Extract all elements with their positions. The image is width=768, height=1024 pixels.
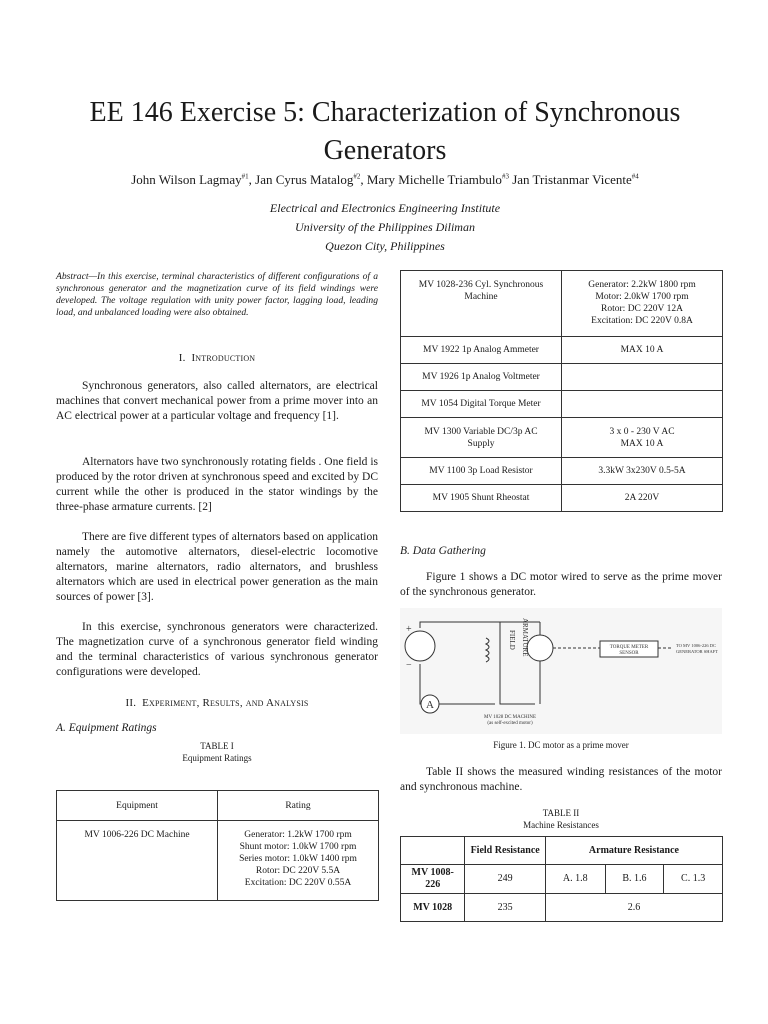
table-cell-rating: 3.3kW 3x230V 0.5-5A bbox=[562, 458, 723, 485]
paper-title bbox=[40, 94, 730, 170]
section-title: Experiment, Results, and Analysis bbox=[142, 697, 309, 709]
table-header bbox=[401, 837, 465, 865]
affiliation bbox=[40, 199, 730, 256]
table-cell-rating bbox=[562, 271, 723, 337]
table-row-label: MV 1008-226 bbox=[401, 865, 465, 894]
torque-meter-label: SENSOR bbox=[619, 651, 639, 656]
table-cell-rating bbox=[218, 821, 379, 901]
subsection-equipment-ratings: A. Equipment Ratings bbox=[56, 722, 157, 734]
dc-supply-symbol bbox=[405, 631, 435, 661]
paragraph-text: There are five different types of alternators based on application namely the automotive alternators, diesel-electric locomotive alternators, marine alternators, radio alternators, and brushless alternators which are used in electrical power generation as the main sources of power [3]. bbox=[56, 531, 378, 603]
minus-sign: − bbox=[406, 660, 412, 671]
armature-label: ARMATURE bbox=[521, 618, 529, 657]
rating-line: Rotor: DC 220V 5.5A bbox=[255, 866, 341, 876]
table-cell-equipment: MV 1006-226 DC Machine bbox=[57, 821, 218, 901]
table-cell: 235 bbox=[465, 894, 546, 922]
table-cell: B. 1.6 bbox=[605, 865, 664, 894]
section-heading-experiment bbox=[56, 697, 378, 709]
equipment-line: Supply bbox=[467, 438, 495, 449]
intro-paragraph-1 bbox=[56, 379, 378, 424]
rating-line: Generator: 2.2kW 1800 rpm bbox=[588, 280, 696, 290]
table-cell-rating: 2A 220V bbox=[562, 485, 723, 512]
paragraph-text: Alternators have two synchronously rotating fields . One field is produced by the rotor driven at synchronous speed and excited by DC current while the other is produced in the stator windings by the three-phase armature currents. [2] bbox=[56, 456, 378, 513]
author-1: John Wilson Lagmay bbox=[131, 172, 242, 187]
section-title: Introduction bbox=[191, 352, 256, 364]
title-line-2: Generators bbox=[323, 135, 447, 166]
figure-intro-paragraph bbox=[400, 570, 722, 600]
equipment-line: Machine bbox=[464, 292, 498, 302]
field-label: FIELD bbox=[508, 630, 516, 650]
rating-line: Motor: 2.0kW 1700 rpm bbox=[595, 292, 689, 302]
rating-line: Series motor: 1.0kW 1400 rpm bbox=[239, 854, 357, 864]
table-header: Rating bbox=[218, 791, 379, 821]
table-cell: C. 1.3 bbox=[664, 865, 723, 894]
intro-paragraph-2 bbox=[56, 455, 378, 515]
table-cell-rating bbox=[562, 391, 723, 418]
table-cell-equipment: MV 1100 3p Load Resistor bbox=[401, 458, 562, 485]
title-line-1: EE 146 Exercise 5: Characterization of Synchronous bbox=[89, 97, 681, 128]
ammeter-label: A bbox=[426, 699, 434, 711]
table-cell: A. 1.8 bbox=[545, 865, 605, 894]
machine-resistances-table bbox=[400, 836, 723, 922]
table2-caption bbox=[400, 807, 722, 831]
intro-paragraph-3 bbox=[56, 530, 378, 605]
section-number: I. bbox=[178, 352, 186, 364]
author-1-mark: #1 bbox=[241, 172, 249, 181]
table-cell-rating bbox=[562, 364, 723, 391]
paragraph-text: Synchronous generators, also called alternators, are electrical machines that convert mechanical power from a prime mover into an AC electrical power at a particular voltage and frequency [1]. bbox=[56, 380, 378, 422]
table-cell-rating bbox=[562, 418, 723, 458]
rating-line: MAX 10 A bbox=[620, 438, 664, 449]
figure-caption: Figure 1. DC motor as a prime mover bbox=[493, 740, 629, 750]
author-2: , Jan Cyrus Matalog bbox=[248, 172, 354, 187]
table-cell-equipment bbox=[401, 271, 562, 337]
paragraph-text: Figure 1 shows a DC motor wired to serve as the prime mover of the synchronous generator. bbox=[400, 571, 722, 598]
plus-sign: + bbox=[406, 624, 412, 635]
dc-motor-wiring-figure bbox=[400, 608, 722, 734]
rating-line: Rotor: DC 220V 12A bbox=[601, 304, 683, 314]
table2-intro-paragraph bbox=[400, 765, 722, 795]
table1-label: TABLE I bbox=[200, 741, 234, 751]
table-cell: 2.6 bbox=[545, 894, 722, 922]
table1-caption bbox=[56, 740, 378, 764]
intro-paragraph-4 bbox=[56, 620, 378, 680]
armature-symbol bbox=[527, 635, 553, 661]
affiliation-line: Quezon City, Philippines bbox=[325, 239, 445, 253]
table-cell-rating: MAX 10 A bbox=[562, 337, 723, 364]
rating-line: 3 x 0 - 230 V AC bbox=[609, 426, 675, 437]
paragraph-text: Table II shows the measured winding resistances of the motor and synchronous machine. bbox=[400, 766, 722, 793]
author-list bbox=[40, 172, 730, 188]
table-header: Field Resistance bbox=[465, 837, 546, 865]
equipment-line: MV 1028-236 Cyl. Synchronous bbox=[418, 280, 544, 290]
table-header: Armature Resistance bbox=[545, 837, 722, 865]
shaft-label: TO MV 1006-226 DC bbox=[676, 643, 716, 648]
rating-line: Excitation: DC 220V 0.55A bbox=[244, 878, 352, 888]
equipment-ratings-table bbox=[56, 790, 379, 901]
table1-title: Equipment Ratings bbox=[182, 753, 252, 763]
table-cell-equipment: MV 1922 1p Analog Ammeter bbox=[401, 337, 562, 364]
author-3: , Mary Michelle Triambulo bbox=[360, 172, 502, 187]
table2-title: Machine Resistances bbox=[523, 820, 599, 830]
author-2-mark: #2 bbox=[353, 172, 361, 181]
equipment-ratings-table-continued bbox=[400, 270, 723, 512]
section-number: II. bbox=[125, 697, 137, 709]
author-3-mark: #3 bbox=[501, 172, 509, 181]
author-4: Jan Tristanmar Vicente bbox=[508, 172, 632, 187]
table-cell-equipment: MV 1054 Digital Torque Meter bbox=[401, 391, 562, 418]
author-4-mark: #4 bbox=[631, 172, 639, 181]
shaft-label: GENERATOR SHAFT bbox=[676, 649, 719, 654]
torque-meter-label: TORQUE METER bbox=[609, 645, 649, 650]
rating-line: Shunt motor: 1.0kW 1700 rpm bbox=[239, 842, 357, 852]
table-cell-equipment bbox=[401, 418, 562, 458]
equipment-line: MV 1300 Variable DC/3p AC bbox=[424, 426, 538, 437]
affiliation-line: University of the Philippines Diliman bbox=[295, 220, 475, 234]
affiliation-line: Electrical and Electronics Engineering Institute bbox=[269, 201, 501, 215]
rating-line: Excitation: DC 220V 0.8A bbox=[591, 316, 693, 326]
table-cell: 249 bbox=[465, 865, 546, 894]
machine-label: MV 1028 DC MACHINE bbox=[484, 715, 536, 720]
rating-line: Generator: 1.2kW 1700 rpm bbox=[244, 830, 352, 840]
table-row-label: MV 1028 bbox=[401, 894, 465, 922]
section-heading-introduction bbox=[56, 352, 378, 364]
figure-background bbox=[400, 608, 722, 734]
table-cell-equipment: MV 1926 1p Analog Voltmeter bbox=[401, 364, 562, 391]
table2-label: TABLE II bbox=[542, 808, 580, 818]
paragraph-text: In this exercise, synchronous generators were characterized. The magnetization curve of a synchronous generator field winding and the terminal characteristics of various synchronous generator configurations were developed. bbox=[56, 621, 378, 678]
machine-label: (as self-excited motor) bbox=[487, 721, 533, 726]
subsection-data-gathering: B. Data Gathering bbox=[400, 545, 486, 557]
table-cell-equipment: MV 1905 Shunt Rheostat bbox=[401, 485, 562, 512]
table-header: Equipment bbox=[57, 791, 218, 821]
abstract: Abstract—In this exercise, terminal characteristics of different configurations of a synchronous generator and the magnetization curve of its field windings were developed. The voltage regulation with unity power factor, lagging load, leading load, and unbalanced loading were also obtained. bbox=[56, 271, 378, 318]
